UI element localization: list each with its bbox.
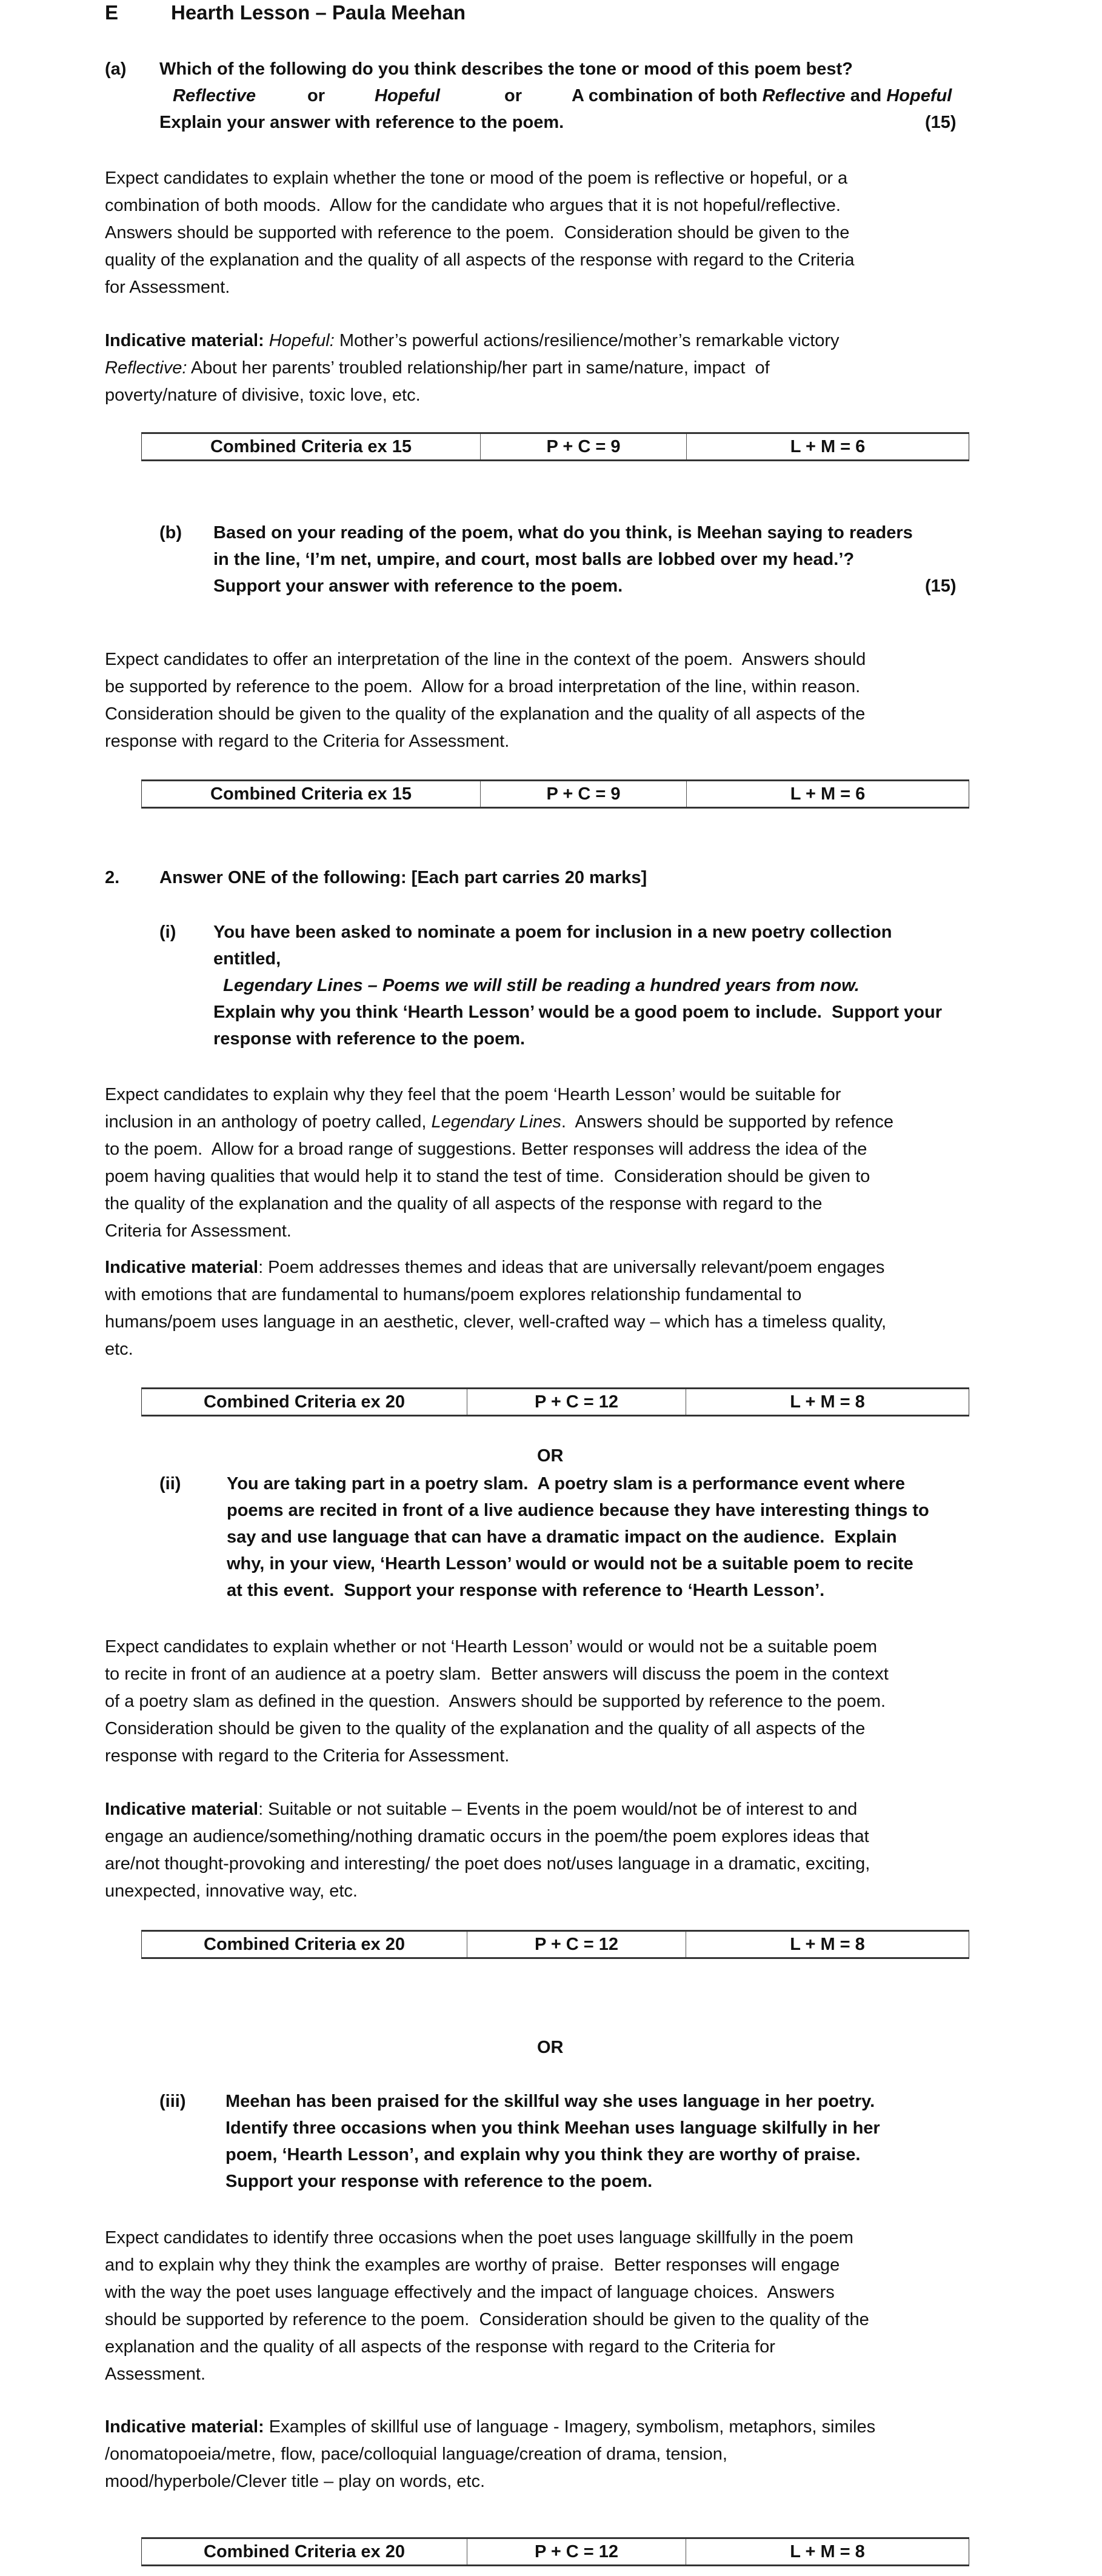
- text-line: [105, 728, 866, 755]
- text-line: [225, 2168, 880, 2195]
- text-run: with emotions that are fundamental to humans/poem explores relationship fundamental to: [105, 1285, 802, 1304]
- question-label-b: (b): [159, 523, 182, 542]
- text-line: [105, 2441, 875, 2468]
- text-line: [105, 1661, 889, 1688]
- text-line: [105, 382, 840, 409]
- text-run: Assessment.: [105, 2364, 205, 2384]
- text-run: with the way the poet uses language effectively and the impact of language choices. Answers: [105, 2283, 835, 2302]
- question-label-a: (a): [105, 59, 127, 79]
- text-run: response with regard to the Criteria for Assessment.: [105, 1746, 510, 1766]
- text-run: explanation and the quality of all aspects of the response with regard to the Criteria for: [105, 2337, 775, 2357]
- text-run: Expect candidates to offer an interpretation of the line in the context of the poem. Answers should: [105, 650, 866, 669]
- text-run: Meehan has been praised for the skillful way she uses language in her poetry.: [225, 2092, 875, 2111]
- criteria-table-a: [141, 432, 969, 461]
- text-line: [105, 1218, 893, 1245]
- criteria-combined: Combined Criteria ex 20: [204, 1934, 405, 1954]
- text-run: Expect candidates to explain whether or not ‘Hearth Lesson’ would or would not be a suitable poem: [105, 1637, 878, 1657]
- text-line: [105, 1190, 893, 1218]
- text-run: Criteria for Assessment.: [105, 1221, 292, 1241]
- text-run: Indicative material:: [105, 2417, 264, 2437]
- criteria-combined: Combined Criteria ex 15: [210, 784, 412, 804]
- text-run: You are taking part in a poetry slam. A poetry slam is a performance event where: [227, 1474, 906, 1493]
- expectation-paragraph-a: [105, 165, 854, 301]
- question-number-2: 2.: [105, 868, 120, 887]
- text-line: [105, 247, 854, 274]
- text-run: Consideration should be given to the quality of the explanation and the quality of all aspects of the: [105, 704, 866, 724]
- text-line: [213, 573, 913, 599]
- text-run: Consideration should be given to the quality of the explanation and the quality of all aspects of the: [105, 1719, 866, 1738]
- option-or: or: [504, 86, 522, 105]
- expectation-paragraph-i: [105, 1081, 893, 1245]
- text-run: Mother’s powerful actions/resilience/mother’s remarkable victory: [334, 331, 840, 350]
- question-label-iii: (iii): [159, 2092, 186, 2111]
- criteria-table-iii: [141, 2537, 969, 2566]
- text-run: engage an audience/something/nothing dramatic occurs in the poem/the poem explores ideas that: [105, 1827, 869, 1846]
- text-run: etc.: [105, 1340, 133, 1359]
- text-line: [105, 165, 854, 192]
- criteria-table-b: [141, 779, 969, 809]
- text-line: [105, 1743, 889, 1770]
- marks-a: (15): [925, 113, 957, 132]
- text-line: [213, 546, 913, 573]
- text-run: poems are recited in front of a live audience because they have interesting things to: [227, 1501, 929, 1520]
- text-run: combination of both moods. Allow for the candidate who argues that it is not hopeful/reflective.: [105, 196, 841, 215]
- text-line: [225, 2088, 880, 2115]
- text-line: [105, 2334, 869, 2361]
- text-run: Indicative material: [105, 1800, 259, 1819]
- text-line: [213, 972, 942, 999]
- text-run: entitled,: [213, 949, 281, 969]
- option-combination-and: and: [845, 86, 887, 105]
- text-run: mood/hyperbole/Clever title – play on words, etc.: [105, 2472, 486, 2491]
- text-run: why, in your view, ‘Hearth Lesson’ would or would not be a suitable poem to recite: [227, 1554, 913, 1573]
- text-run: Hopeful:: [269, 331, 335, 350]
- section-letter: E: [105, 1, 119, 24]
- criteria-combined: Combined Criteria ex 20: [204, 2541, 405, 2561]
- text-line: [213, 919, 942, 946]
- option-combination: [572, 82, 952, 109]
- text-line: [213, 999, 942, 1026]
- text-run: response with regard to the Criteria for Assessment.: [105, 732, 510, 751]
- text-line: [105, 2468, 875, 2495]
- text-run: Support your response with reference to the poem.: [225, 2172, 653, 2191]
- text-line: [105, 673, 866, 701]
- text-line: [105, 355, 840, 382]
- text-run: Answers should be supported with reference to the poem. Consideration should be given to the: [105, 223, 850, 242]
- criteria-lm: L + M = 8: [686, 1931, 969, 1958]
- text-run: for Assessment.: [105, 278, 230, 297]
- indicative-material-i: [105, 1254, 886, 1363]
- text-run: quality of the explanation and the quality of all aspects of the response with regard to the Criteria: [105, 250, 855, 270]
- criteria-lm: L + M = 6: [687, 781, 969, 808]
- text-run: Explain why you think ‘Hearth Lesson’ would be a good poem to include. Support your: [213, 1003, 942, 1022]
- text-line: [105, 1309, 886, 1336]
- marks-b: (15): [925, 576, 957, 596]
- option-reflective: Reflective: [173, 86, 256, 105]
- text-run: unexpected, innovative way, etc.: [105, 1881, 358, 1901]
- indicative-material-a: [105, 327, 840, 409]
- text-run: : Suitable or not suitable – Events in the poem would/not be of interest to and: [258, 1800, 858, 1819]
- criteria-pc: P + C = 12: [467, 1931, 686, 1958]
- text-run: inclusion in an anthology of poetry called,: [105, 1112, 432, 1132]
- criteria-lm: L + M = 6: [687, 433, 969, 461]
- text-run: Indicative material: [105, 1258, 259, 1277]
- criteria-pc: P + C = 12: [467, 1389, 686, 1416]
- indicative-material-ii: [105, 1796, 870, 1905]
- text-run: Based on your reading of the poem, what do you think, is Meehan saying to readers: [213, 523, 913, 542]
- text-run: should be supported by reference to the poem. Consideration should be given to the quality of the: [105, 2310, 869, 2329]
- text-line: [227, 1470, 929, 1497]
- section-2-instruction: Answer ONE of the following: [Each part carries 20 marks]: [159, 868, 647, 887]
- criteria-pc: P + C = 9: [481, 781, 687, 808]
- text-line: [105, 2224, 869, 2252]
- text-line: [105, 1109, 893, 1136]
- indicative-material-iii: [105, 2414, 875, 2495]
- text-line: [105, 2361, 869, 2388]
- question-label-ii: (ii): [159, 1474, 181, 1493]
- text-line: [213, 1026, 942, 1052]
- text-run: at this event. Support your response with reference to ‘Hearth Lesson’.: [227, 1581, 825, 1600]
- text-run: You have been asked to nominate a poem for inclusion in a new poetry collection: [213, 923, 892, 942]
- text-line: [105, 1136, 893, 1163]
- text-run: About her parents’ troubled relationship/her part in same/nature, impact of: [187, 358, 770, 378]
- option-combination-reflective: Reflective: [762, 86, 846, 105]
- text-line: [105, 1715, 889, 1743]
- text-line: [227, 1577, 929, 1604]
- text-run: to recite in front of an audience at a poetry slam. Better answers will discuss the poem in the context: [105, 1664, 889, 1684]
- text-run: say and use language that can have a dramatic impact on the audience. Explain: [227, 1527, 897, 1547]
- criteria-table-ii: [141, 1930, 969, 1959]
- text-line: [105, 2252, 869, 2279]
- text-run: Support your answer with reference to the poem.: [213, 576, 623, 596]
- text-run: Expect candidates to explain why they feel that the poem ‘Hearth Lesson’ would be suitable for: [105, 1085, 841, 1104]
- criteria-lm: L + M = 8: [686, 2538, 969, 2566]
- text-run: and to explain why they think the examples are worthy of praise. Better responses will engage: [105, 2255, 840, 2275]
- text-line: [105, 1796, 870, 1823]
- criteria-pc: P + C = 12: [467, 2538, 686, 2566]
- question-ii-text: [227, 1470, 929, 1604]
- text-run: humans/poem uses language in an aesthetic, clever, well-crafted way – which has a timeless quality,: [105, 1312, 887, 1332]
- text-line: [213, 946, 942, 972]
- question-label-i: (i): [159, 923, 176, 942]
- text-line: [227, 1524, 929, 1550]
- question-b-text: [213, 519, 913, 599]
- text-line: [105, 2414, 875, 2441]
- text-line: [105, 1281, 886, 1309]
- text-line: [105, 2279, 869, 2306]
- text-line: [105, 327, 840, 355]
- text-line: [105, 1163, 893, 1190]
- expectation-paragraph-ii: [105, 1633, 889, 1770]
- text-run: . Answers should be supported by refence: [561, 1112, 894, 1132]
- text-run: /onomatopoeia/metre, flow, pace/colloquial language/creation of drama, tension,: [105, 2444, 727, 2464]
- text-line: [105, 1850, 870, 1878]
- page-title: Hearth Lesson – Paula Meehan: [171, 1, 466, 24]
- text-run: poverty/nature of divisive, toxic love, etc.: [105, 385, 421, 405]
- text-line: [105, 1081, 893, 1109]
- text-run: Indicative material:: [105, 331, 269, 350]
- text-run: Identify three occasions when you think Meehan uses language skilfully in her: [225, 2118, 880, 2138]
- text-line: [105, 274, 854, 301]
- text-line: [225, 2115, 880, 2141]
- criteria-lm: L + M = 8: [686, 1389, 969, 1416]
- option-combination-hopeful: Hopeful: [886, 86, 952, 105]
- criteria-table-i: [141, 1387, 969, 1416]
- text-line: [105, 2306, 869, 2334]
- text-run: Reflective:: [105, 358, 187, 378]
- text-line: [105, 1878, 870, 1905]
- question-a-line: Which of the following do you think describes the tone or mood of this poem best?: [159, 59, 853, 79]
- text-run: Expect candidates to explain whether the tone or mood of the poem is reflective or hopeful, or a: [105, 169, 848, 188]
- text-run: Examples of skillful use of language - Imagery, symbolism, metaphors, similes: [264, 2417, 876, 2437]
- text-run: are/not thought-provoking and interesting/ the poet does not/uses language in a dramatic, exciting,: [105, 1854, 870, 1874]
- text-line: [227, 1497, 929, 1524]
- question-a-options: [0, 82, 1102, 109]
- text-run: Legendary Lines: [431, 1112, 561, 1132]
- text-line: [105, 1823, 870, 1850]
- text-line: [105, 1633, 889, 1661]
- text-run: poem, ‘Hearth Lesson’, and explain why you think they are worthy of praise.: [225, 2145, 861, 2164]
- criteria-combined: Combined Criteria ex 15: [210, 436, 412, 456]
- option-or: or: [307, 86, 325, 105]
- text-line: [105, 646, 866, 673]
- text-run: Expect candidates to identify three occasions when the poet uses language skillfully in the poem: [105, 2228, 853, 2247]
- text-line: [105, 1254, 886, 1281]
- text-run: Legendary Lines – Poems we will still be reading a hundred years from now.: [213, 976, 860, 995]
- expectation-paragraph-iii: [105, 2224, 869, 2388]
- text-line: [105, 219, 854, 247]
- or-divider: OR: [537, 2038, 564, 2057]
- expectation-paragraph-b: [105, 646, 866, 755]
- text-line: [105, 1688, 889, 1715]
- criteria-pc: P + C = 9: [481, 433, 687, 461]
- text-run: to the poem. Allow for a broad range of suggestions. Better responses will address the idea of the: [105, 1140, 867, 1159]
- text-run: response with reference to the poem.: [213, 1029, 526, 1049]
- text-line: [105, 1336, 886, 1363]
- option-hopeful: Hopeful: [375, 86, 440, 105]
- text-line: [213, 519, 913, 546]
- question-i-text: [213, 919, 942, 1052]
- text-run: poem having qualities that would help it to stand the test of time. Consideration should be given to: [105, 1167, 870, 1186]
- text-line: [105, 192, 854, 219]
- text-run: of a poetry slam as defined in the question. Answers should be supported by reference to the poem.: [105, 1692, 886, 1711]
- option-combination-pre: A combination of both: [572, 86, 763, 105]
- text-line: [225, 2141, 880, 2168]
- question-iii-text: [225, 2088, 880, 2195]
- or-divider: OR: [537, 1446, 564, 1466]
- text-line: [227, 1550, 929, 1577]
- text-run: : Poem addresses themes and ideas that are universally relevant/poem engages: [258, 1258, 885, 1277]
- text-run: in the line, ‘I’m net, umpire, and court, most balls are lobbed over my head.’?: [213, 550, 855, 569]
- text-line: [105, 701, 866, 728]
- criteria-combined: Combined Criteria ex 20: [204, 1392, 405, 1412]
- question-a-line: Explain your answer with reference to the poem.: [159, 113, 564, 132]
- text-run: the quality of the explanation and the quality of all aspects of the response with regard to the: [105, 1194, 823, 1213]
- text-run: be supported by reference to the poem. Allow for a broad interpretation of the line, within reason.: [105, 677, 861, 696]
